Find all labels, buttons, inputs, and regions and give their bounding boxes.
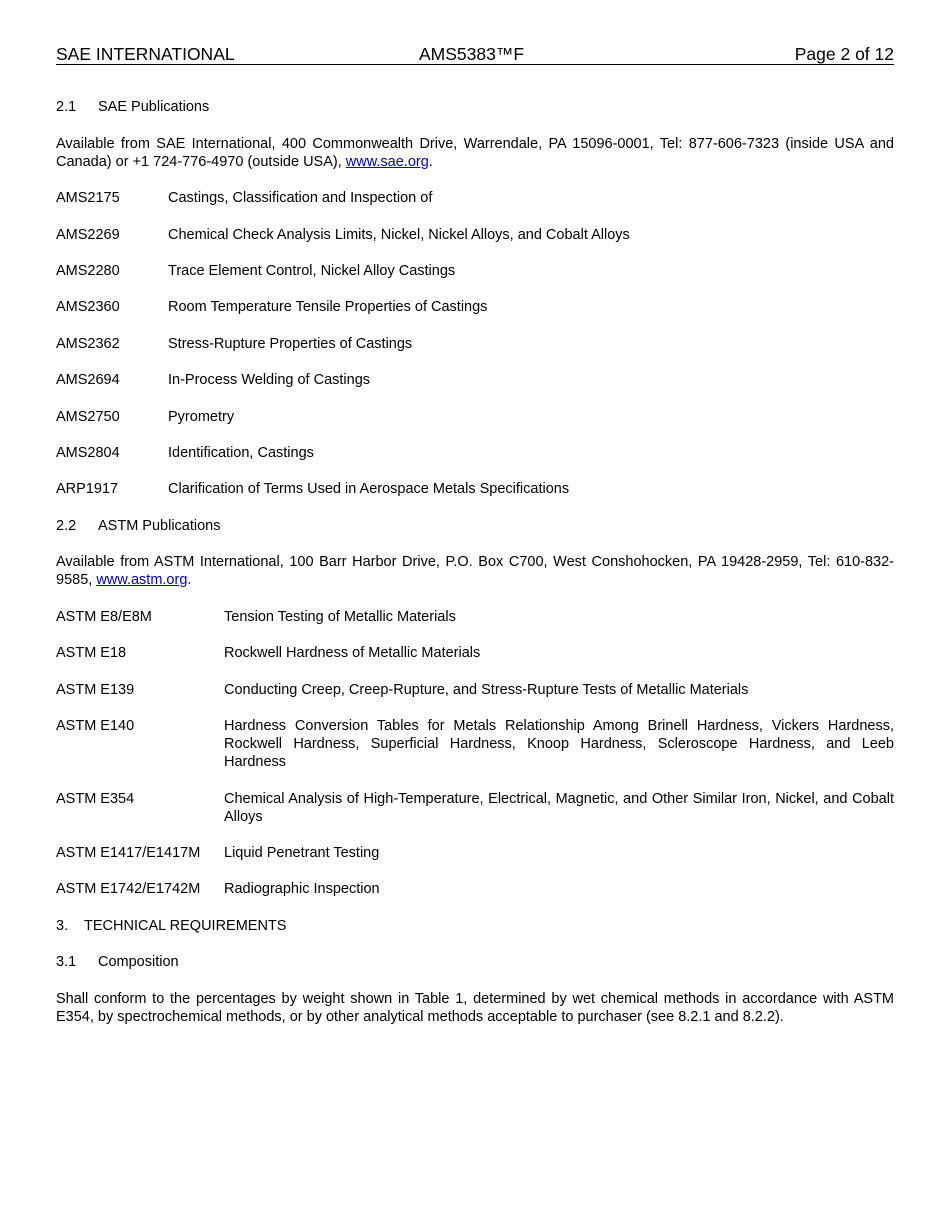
list-item-title: Stress-Rupture Properties of Castings [168, 336, 413, 352]
section-number: 3.1 [56, 954, 77, 970]
list-item-title: Chemical Analysis of High-Temperature, Electrical, Magnetic, and Other Similar Iron, Nickel, and Cobalt Alloys [224, 791, 894, 825]
astm-website-link[interactable]: www.astm.org [96, 572, 188, 588]
astm-availability-text: Available from ASTM International, 100 Barr Harbor Drive, P.O. Box C700, West Conshohocken, PA 19428-2959, Tel: 610-832-9585, [56, 554, 894, 588]
list-item-code: AMS2175 [56, 190, 120, 206]
section-title: Composition [98, 954, 179, 970]
page-header [56, 44, 894, 65]
list-item-code: AMS2360 [56, 299, 120, 315]
section-number: 3. [56, 918, 69, 934]
list-item-title: Hardness Conversion Tables for Metals Relationship Among Brinell Hardness, Vickers Hardness, Rockwell Hardness, Superficial Hardness, Knoop Hardness, Scleroscope Hardness, and Leeb Hardness [224, 718, 894, 770]
section-3-heading [56, 917, 286, 935]
list-item-code: ASTM E1742/E1742M [56, 881, 201, 897]
list-item-title: Clarification of Terms Used in Aerospace Metals Specifications [168, 481, 570, 497]
section-number: 2.1 [56, 99, 77, 115]
list-item-title: Trace Element Control, Nickel Alloy Castings [168, 263, 456, 279]
list-item-code: AMS2362 [56, 336, 120, 352]
list-item-code: AMS2804 [56, 445, 120, 461]
list-item-title: Liquid Penetrant Testing [224, 845, 380, 861]
section-title: ASTM Publications [98, 518, 221, 534]
composition-paragraph: Shall conform to the percentages by weight shown in Table 1, determined by wet chemical methods in accordance with ASTM E354, by spectrochemical methods, or by other analytical methods acceptable to purchaser (see 8.2.1 and 8.2.2). [56, 991, 894, 1025]
list-item-title: Rockwell Hardness of Metallic Materials [224, 645, 481, 661]
header-doc-number: AMS5383™F [419, 44, 525, 64]
list-item-code: ASTM E1417/E1417M [56, 845, 201, 861]
sae-availability-text: Available from SAE International, 400 Commonwealth Drive, Warrendale, PA 15096-0001, Tel: 877-606-7323 (inside USA and Canada) or +1 724-776-4970 (outside USA), [56, 136, 894, 170]
section-2-2-heading [56, 517, 221, 535]
section-2-1-heading [56, 98, 209, 116]
list-item-code: ARP1917 [56, 481, 119, 497]
list-item-title: Tension Testing of Metallic Materials [224, 609, 456, 625]
list-item-code: AMS2750 [56, 409, 120, 425]
section-title: TECHNICAL REQUIREMENTS [84, 918, 287, 934]
list-item-title: Castings, Classification and Inspection of [168, 190, 433, 206]
list-item-code: ASTM E8/E8M [56, 609, 152, 625]
list-item-code: ASTM E354 [56, 791, 135, 807]
list-item-code: ASTM E139 [56, 682, 135, 698]
list-item-code: AMS2280 [56, 263, 120, 279]
sae-availability-paragraph: Available from SAE International, 400 Commonwealth Drive, Warrendale, PA 15096-0001, Tel: 877-606-7323 (inside USA and Canada) or +1 724-776-4970 (outside USA), www.sae.org. [56, 136, 894, 170]
list-item-title: Room Temperature Tensile Properties of Castings [168, 299, 488, 315]
sae-website-link[interactable]: www.sae.org [345, 154, 429, 170]
list-item-code: ASTM E18 [56, 645, 127, 661]
list-item-title: In-Process Welding of Castings [168, 372, 371, 388]
section-number: 2.2 [56, 518, 77, 534]
header-page-number: Page 2 of 12 [794, 44, 894, 64]
astm-availability-paragraph: Available from ASTM International, 100 Barr Harbor Drive, P.O. Box C700, West Conshohocken, PA 19428-2959, Tel: 610-832-9585, www.astm.org. [56, 554, 894, 588]
list-item-title: Radiographic Inspection [224, 881, 380, 897]
list-item-code: ASTM E140 [56, 718, 135, 734]
header-org: SAE INTERNATIONAL [56, 44, 235, 64]
list-item-code: AMS2694 [56, 372, 120, 388]
list-item-code: AMS2269 [56, 227, 120, 243]
section-3-1-heading [56, 953, 179, 971]
section-title: SAE Publications [98, 99, 210, 115]
list-item-title: Conducting Creep, Creep-Rupture, and Stress-Rupture Tests of Metallic Materials [224, 682, 749, 698]
list-item-title: Identification, Castings [168, 445, 314, 461]
list-item-title: Pyrometry [168, 409, 235, 425]
list-item-title: Chemical Check Analysis Limits, Nickel, Nickel Alloys, and Cobalt Alloys [168, 227, 630, 243]
